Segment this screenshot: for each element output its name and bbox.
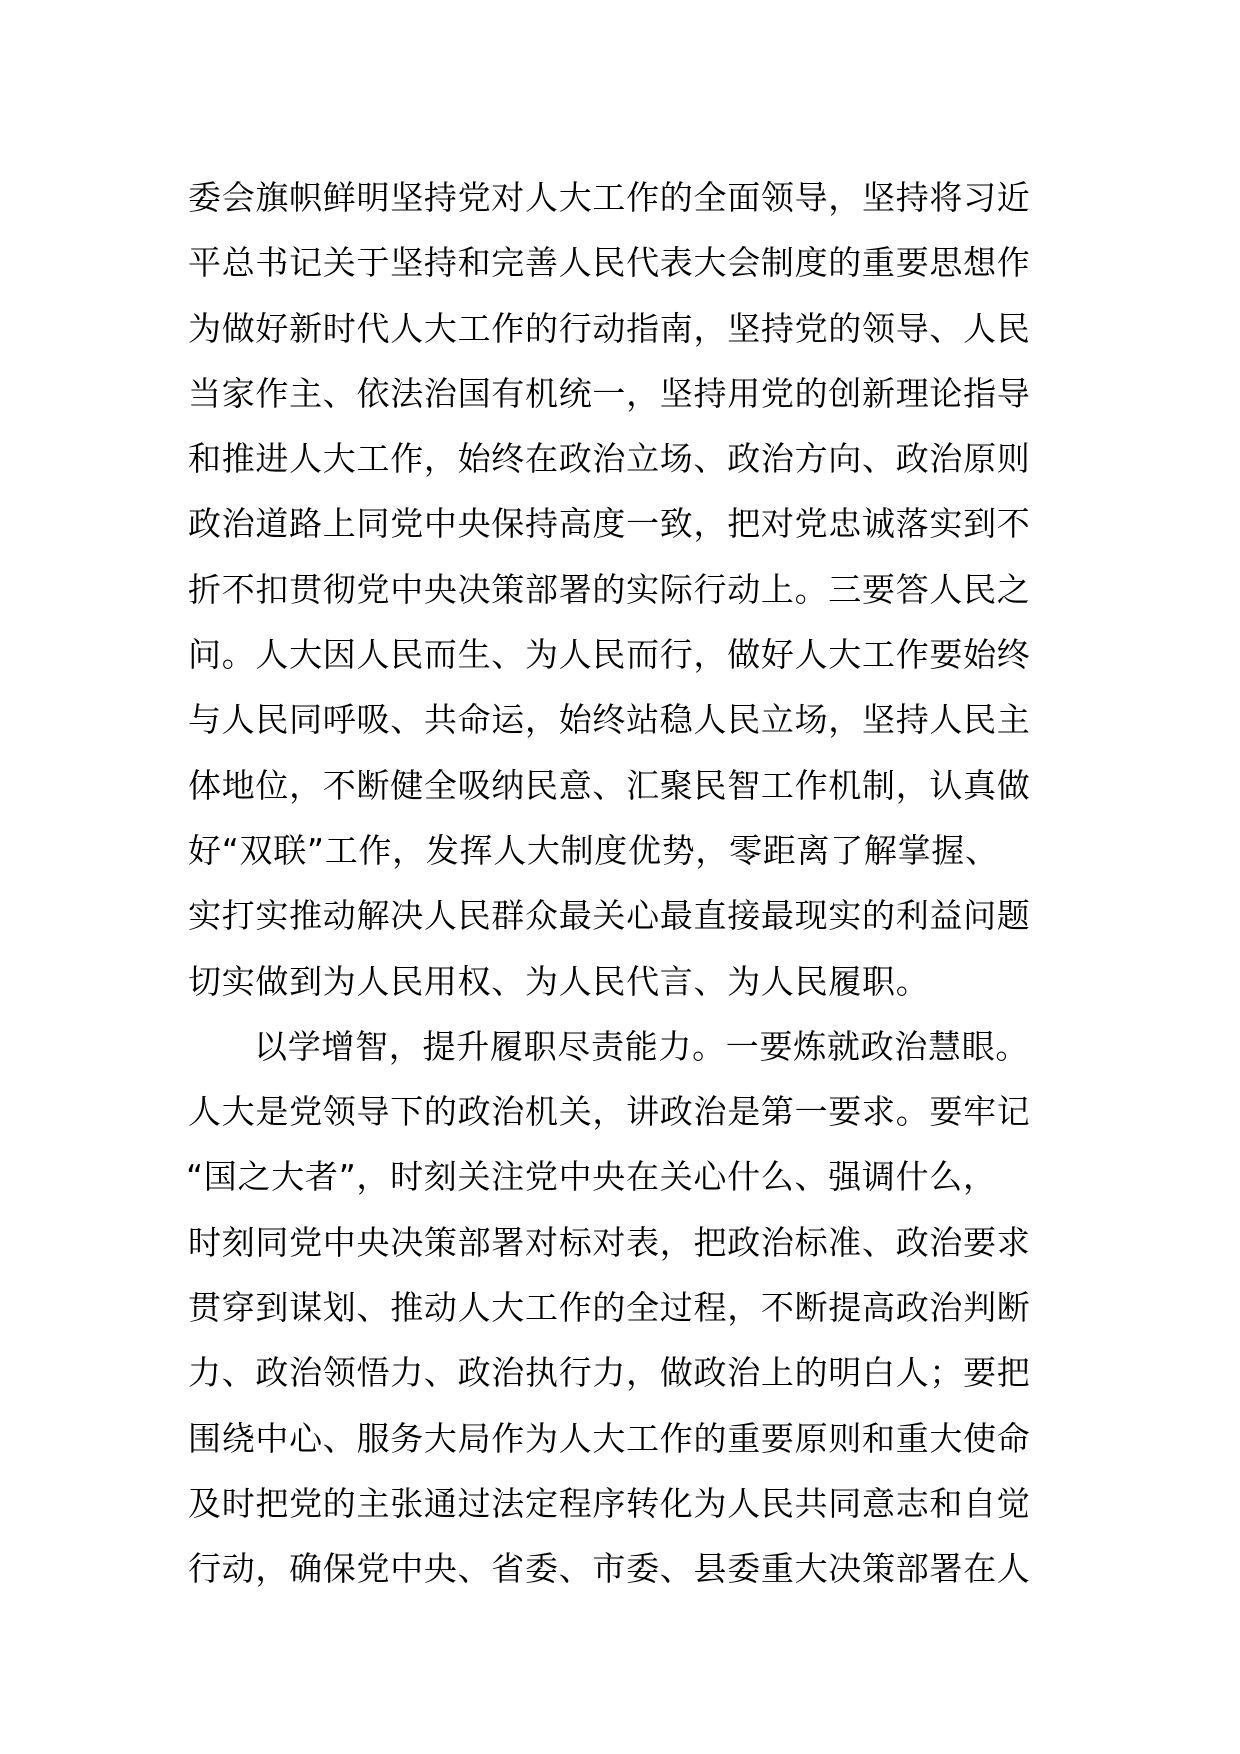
text-line: 切实做到为人民用权、为人民代言、为人民履职。 bbox=[188, 961, 930, 1001]
text-line: 实打实推动解决人民群众最关心最直接最现实的利益问题 bbox=[188, 896, 1031, 936]
paragraph-first-line: 以学增智，提升履职尽责能力。一要炼就政治慧眼。 bbox=[254, 1026, 1030, 1066]
body-text bbox=[188, 165, 1068, 1602]
text-line: 问。人大因人民而生、为人民而行，做好人大工作要始终 bbox=[188, 635, 1031, 675]
text-line: 委会旗帜鲜明坚持党对人大工作的全面领导，坚持将习近 bbox=[188, 178, 1031, 217]
text-line: 围绕中心、服务大局作为人大工作的重要原则和重大使命 bbox=[188, 1418, 1031, 1458]
text-line: 好“双联”工作，发挥人大制度优势，零距离了解掌握、 bbox=[188, 830, 999, 870]
text-line: 和推进人大工作，始终在政治立场、政治方向、政治原则 bbox=[188, 439, 1031, 479]
text-line: 人大是党领导下的政治机关，讲政治是第一要求。要牢记 bbox=[188, 1092, 1031, 1132]
text-line: 行动，确保党中央、省委、市委、县委重大决策部署在人 bbox=[188, 1549, 1031, 1589]
text-line: 折不扣贯彻党中央决策部署的实际行动上。三要答人民之 bbox=[188, 569, 1031, 609]
text-line: 时刻同党中央决策部署对标对表，把政治标准、政治要求 bbox=[188, 1222, 1031, 1262]
text-line: 贯穿到谋划、推动人大工作的全过程，不断提高政治判断 bbox=[188, 1288, 1031, 1328]
text-line: 及时把党的主张通过法定程序转化为人民共同意志和自觉 bbox=[188, 1483, 1031, 1523]
text-line: “国之大者”，时刻关注党中央在关心什么、强调什么， bbox=[186, 1157, 997, 1197]
text-line: 平总书记关于坚持和完善人民代表大会制度的重要思想作 bbox=[188, 243, 1031, 283]
text-line: 政治道路上同党中央保持高度一致，把对党忠诚落实到不 bbox=[188, 504, 1031, 544]
text-line: 为做好新时代人大工作的行动指南，坚持党的领导、人民 bbox=[188, 308, 1031, 348]
text-line: 与人民同呼吸、共命运，始终站稳人民立场，坚持人民主 bbox=[188, 700, 1031, 740]
text-line: 当家作主、依法治国有机统一，坚持用党的创新理论指导 bbox=[188, 373, 1031, 413]
text-line: 体地位，不断健全吸纳民意、汇聚民智工作机制，认真做 bbox=[188, 765, 1031, 805]
text-line: 力、政治领悟力、政治执行力，做政治上的明白人；要把 bbox=[188, 1353, 1031, 1393]
